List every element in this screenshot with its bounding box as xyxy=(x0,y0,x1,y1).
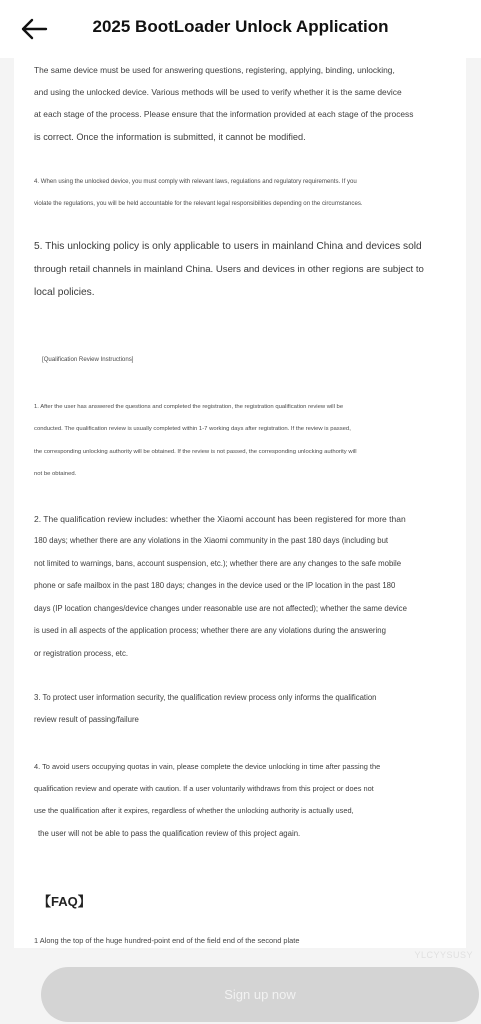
qualification-heading: [Qualification Review Instructions] xyxy=(42,356,134,363)
qr2-line-1: 2. The qualification review includes: whether the Xiaomi account has been registered for more than xyxy=(34,514,406,524)
qr1-line-2: conducted. The qualification review is usually completed within 1-7 working days after registration. If the review is passed, xyxy=(34,426,351,432)
watermark: YLCYYSUSY xyxy=(414,950,473,960)
qr4-line-1: 4. To avoid users occupying quotas in vain, please complete the device unlocking in time after passing the xyxy=(34,762,381,771)
qr3-line-2: review result of passing/failure xyxy=(34,715,139,724)
qr4-line-2: qualification review and operate with caution. If a user voluntarily withdraws from this project or does not xyxy=(34,784,374,793)
intro-line-3: at each stage of the process. Please ensure that the information provided at each stage of the process xyxy=(34,109,414,119)
back-button[interactable] xyxy=(18,14,50,44)
point5-line-1: 5. This unlocking policy is only applicable to users in mainland China and devices sold xyxy=(34,241,422,252)
page-title: 2025 BootLoader Unlock Application xyxy=(92,17,389,36)
point4-line-2: violate the regulations, you will be held accountable for the relevant legal responsibilities depending on the circumstances. xyxy=(34,200,363,207)
qr4-line-4: the user will not be able to pass the qualification review of this project again. xyxy=(38,829,301,838)
qr2-line-4: phone or safe mailbox in the past 180 days; changes in the device used or the IP location in the past 180 xyxy=(34,581,396,590)
intro-line-4: is correct. Once the information is submitted, it cannot be modified. xyxy=(34,132,306,142)
qr2-line-2: 180 days; whether there are any violations in the Xiaomi community in the past 180 days (including but xyxy=(34,536,389,545)
point4-line-1: 4. When using the unlocked device, you must comply with relevant laws, regulations and regulatory requirements. If you xyxy=(34,178,357,185)
point5-line-2: through retail channels in mainland China. Users and devices in other regions are subject to xyxy=(34,264,424,275)
faq-question-1[interactable]: 1 Along the top of the huge hundred-point end of the field end of the second plate xyxy=(34,936,300,945)
qr4-line-3: use the qualification after it expires, regardless of whether the unlocking authority is actually used, xyxy=(34,806,354,815)
arrow-left-icon xyxy=(20,18,48,40)
faq-title: 【FAQ】 xyxy=(38,894,91,909)
intro-line-1: The same device must be used for answering questions, registering, applying, binding, unlocking, xyxy=(34,65,395,75)
qr2-line-7: or registration process, etc. xyxy=(34,649,129,658)
qr1-line-1: 1. After the user has answered the questions and completed the registration, the registration qualification review will be xyxy=(34,404,344,410)
qr1-line-3: the corresponding unlocking authority will be obtained. If the review is not passed, the corresponding unlocking authority will xyxy=(34,449,357,455)
app-header xyxy=(0,0,481,58)
qr2-line-3: not limited to warnings, bans, account suspension, etc.); whether there are any changes to the safe mobile xyxy=(34,559,402,568)
policy-content[interactable] xyxy=(14,58,466,948)
intro-line-2: and using the unlocked device. Various methods will be used to verify whether it is the same device xyxy=(34,87,402,97)
sign-up-button[interactable]: Sign up now xyxy=(41,967,479,1022)
point5-line-3: local policies. xyxy=(34,287,95,298)
qr2-line-6: is used in all aspects of the application process; whether there are any violations during the answering xyxy=(34,626,386,635)
qr3-line-1: 3. To protect user information security, the qualification review process only informs the qualification xyxy=(34,693,377,702)
qr2-line-5: days (IP location changes/device changes under reasonable use are not affected); whether the same device xyxy=(34,604,407,613)
qr1-line-4: not be obtained. xyxy=(34,471,77,477)
